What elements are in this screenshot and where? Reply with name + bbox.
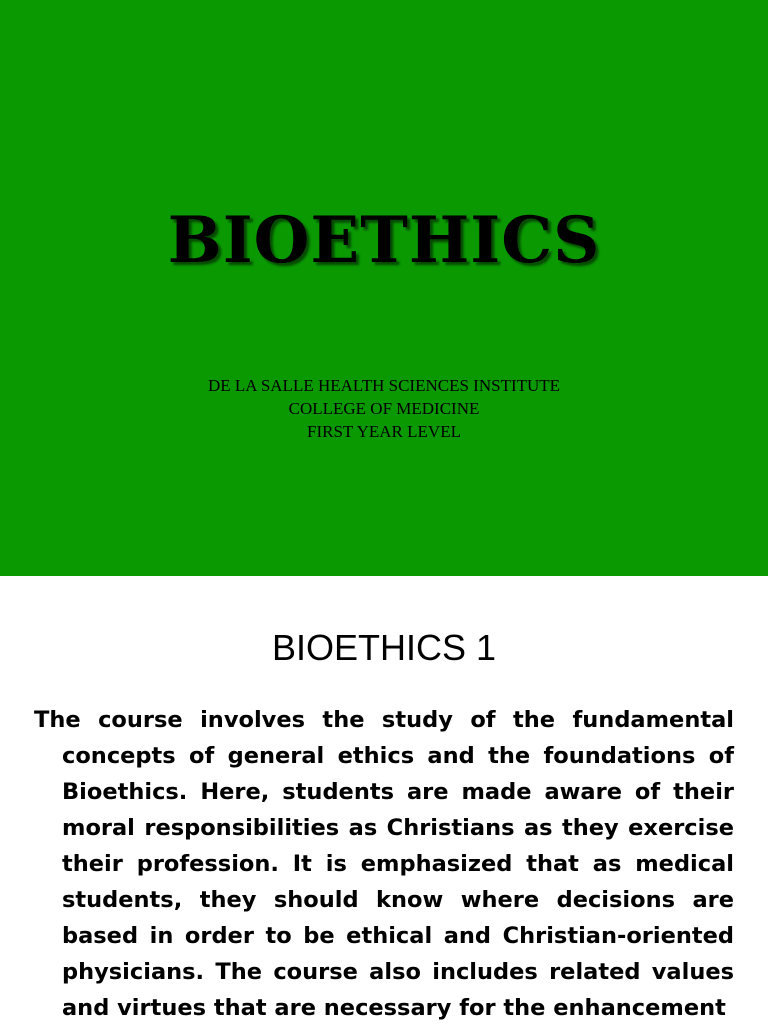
slide-title: BIOETHICS (167, 203, 601, 278)
slide-subtitle (0, 374, 768, 443)
subtitle-institution: DE LA SALLE HEALTH SCIENCES INSTITUTE (207, 376, 561, 395)
content-heading: BIOETHICS 1 (271, 627, 497, 668)
course-description: The course involves the study of the fundamental concepts of general ethics and the foundations of Bioethics. Here, students are made aware of their moral responsibilities as Christians as they exercise their profession. It is emphasized that as medical students, they should know where decisions are based in order to be ethical and Christian-oriented physicians. The course also includes related values and virtues that are necessary for the enhancement (34, 707, 734, 1021)
subtitle-college: COLLEGE OF MEDICINE (288, 399, 480, 418)
subtitle-year-level: FIRST YEAR LEVEL (307, 422, 461, 441)
